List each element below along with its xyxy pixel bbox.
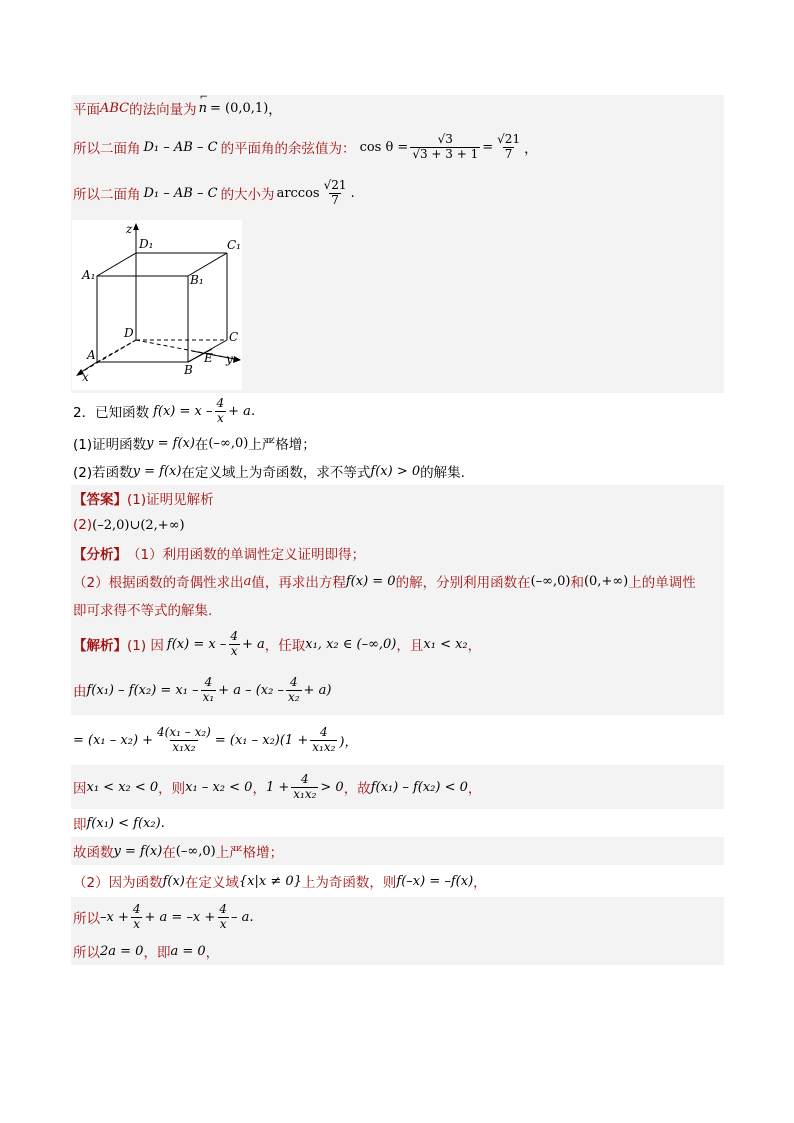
fraction [215, 397, 227, 426]
vector-arrow-icon: ⌐ [199, 91, 209, 103]
equation: a = 0 [170, 943, 206, 959]
numerator: 4 [219, 901, 227, 916]
inequality: x₁ – x₂ < 0 [185, 779, 253, 795]
cos-theta: cos θ = [359, 139, 409, 155]
label-d1: D₁ [139, 237, 154, 251]
solution-line-5 [71, 809, 724, 837]
analysis-line-3 [71, 595, 724, 623]
numerator: 4(x₁ – x₂) [157, 724, 211, 739]
answer-line-1 [71, 485, 724, 511]
expression: 1 + [265, 779, 290, 795]
domain-set: {x|x ≠ 0} [238, 873, 302, 889]
fraction [410, 133, 480, 162]
label-c: C [229, 330, 239, 344]
fraction [201, 676, 217, 705]
label-a: A [87, 348, 96, 362]
expression: = (x₁ – x₂)(1 + [214, 732, 309, 748]
inequality: f(x₁) – f(x₂) < 0 [370, 779, 468, 795]
text: ，任取 [264, 638, 306, 654]
problem-number: 2．已知函数 [73, 405, 150, 421]
numerator: 4 [132, 901, 141, 916]
fraction [495, 133, 522, 162]
analysis-line-2 [71, 567, 724, 595]
text: 即 [73, 817, 87, 833]
solution-line-4 [71, 765, 724, 809]
dihedral-angle: D₁ – AB – C [143, 139, 218, 155]
numerator: 4 [216, 395, 225, 410]
function-def: f(x) = x – [153, 403, 213, 419]
interval: (–∞,0) [208, 435, 249, 451]
label-a1: A₁ [82, 268, 96, 282]
function: y = f(x) [113, 843, 163, 859]
text: 的解，分别利用函数在 [395, 575, 531, 591]
text: 故函数 [73, 845, 114, 861]
arccos: arccos [276, 185, 320, 201]
solution-line-1 [71, 623, 724, 665]
equation: f(x) = 0 [345, 573, 396, 589]
numerator: √21 [323, 177, 347, 192]
denominator: 7 [504, 146, 513, 161]
text: 值，再求出方程 [251, 575, 346, 591]
fraction [310, 726, 337, 755]
text: (1) 因 [127, 638, 164, 654]
answer-2-label: (2) [73, 517, 93, 533]
denominator: x₂ [287, 689, 300, 704]
text: 上严格增； [215, 845, 284, 861]
numerator: √21 [497, 131, 521, 146]
answer-1: (1)证明见解析 [127, 492, 214, 508]
fraction [228, 630, 240, 659]
function: y = f(x) [146, 435, 195, 451]
text: 所以二面角 [73, 141, 141, 157]
solution-tag: 【解析】 [73, 638, 127, 654]
label-b1: B₁ [190, 273, 204, 287]
denominator: x₁ [202, 689, 215, 704]
normal-vector-line [71, 91, 724, 121]
cosine-line [71, 121, 724, 173]
analysis-line-1 [71, 539, 724, 567]
text: ， [205, 945, 220, 961]
fraction [155, 726, 213, 755]
function-tail: + a [241, 636, 265, 652]
figure-area [71, 213, 724, 393]
text: 在定义域上为奇函数，求不等式 [181, 465, 371, 481]
equals: = [482, 139, 494, 155]
variable-a: a [243, 573, 252, 589]
interval: (–∞,0) [175, 843, 216, 859]
text: （2）根据函数的奇偶性求出 [73, 575, 244, 591]
normal-vector [198, 91, 209, 116]
expression: = (x₁ – x₂) + [73, 732, 154, 748]
fraction [286, 676, 302, 705]
solution-line-2 [71, 665, 724, 715]
text: (2)若函数 [73, 465, 133, 481]
denominator: x [133, 916, 141, 931]
numerator: 4 [319, 724, 328, 739]
vector-value: = (0,0,1) [210, 100, 269, 116]
denominator: x₁x₂ [172, 739, 196, 754]
text: . [250, 403, 256, 419]
solution-line-9 [71, 937, 724, 965]
solution-line-3 [71, 715, 724, 765]
take-values: x₁, x₂ ∈ (–∞,0) [305, 636, 397, 652]
denominator: 7 [331, 192, 339, 207]
text: ，且 [396, 638, 424, 654]
fraction [217, 903, 229, 932]
plane-name: ABC [100, 100, 130, 116]
expression: f(x₁) – f(x₂) = x₁ – [86, 682, 199, 698]
text: ， [268, 102, 282, 118]
text: 上严格增； [248, 437, 316, 453]
text: ，即 [143, 945, 171, 961]
text: 的大小为 [220, 187, 275, 203]
text: ， [467, 781, 482, 797]
label-y: y [226, 352, 233, 366]
text: ， [473, 875, 487, 891]
text: ，故 [343, 781, 371, 797]
denominator: x₁x₂ [312, 739, 336, 754]
function-tail: + a [228, 403, 251, 419]
expression: – a [230, 909, 250, 925]
expression: + a = –x + [144, 909, 216, 925]
expression: )， [339, 734, 358, 750]
text: 所以 [73, 945, 100, 961]
answer-line-2 [71, 511, 724, 539]
text: 因 [73, 781, 87, 797]
answer-tag: 【答案】 [73, 492, 127, 508]
label-z: z [126, 222, 133, 236]
document-body [71, 91, 724, 965]
function: f(x) [162, 873, 185, 889]
text: (1)证明函数 [73, 437, 147, 453]
text: 的解集. [420, 465, 465, 481]
text: （1）利用函数的单调性定义证明即得； [127, 547, 366, 563]
cube-figure [72, 220, 242, 390]
interval: (–∞,0) [530, 573, 571, 589]
text: ， [524, 141, 538, 157]
angle-size-line [71, 173, 724, 213]
answer-2-value: (–2,0)∪(2,+∞) [92, 517, 185, 533]
inequality: f(x) > 0 [370, 463, 421, 479]
text: 在 [194, 437, 209, 453]
solution-line-8 [71, 897, 724, 937]
text: ，则 [158, 781, 186, 797]
vector-symbol: n [198, 100, 208, 116]
label-x: x [82, 370, 89, 384]
text: 的平面角的余弦值为： [220, 141, 356, 157]
denominator: x [219, 916, 227, 931]
fraction [131, 903, 143, 932]
text: 在定义域 [184, 875, 239, 891]
expression: + a – (x₂ – [218, 682, 284, 698]
denominator: x₁x₂ [293, 786, 317, 801]
inequality: x₁ < x₂ < 0 [86, 779, 159, 795]
label-c1: C₁ [227, 238, 241, 252]
text: . [350, 185, 355, 201]
inequality: f(x₁) < f(x₂) [86, 815, 161, 831]
text: 即可求得不等式的解集. [73, 603, 213, 619]
fraction [291, 773, 318, 802]
text: 所以二面角 [73, 187, 141, 203]
denominator: x [230, 643, 238, 658]
expression: –x + [100, 909, 129, 925]
text: 上的单调性 [628, 575, 696, 591]
denominator: √3 + 3 + 1 [412, 146, 479, 161]
solution-line-6 [71, 837, 724, 865]
interval: (0,+∞) [583, 573, 629, 589]
text: 在 [162, 845, 176, 861]
fraction [322, 179, 349, 208]
numerator: 4 [230, 628, 238, 643]
dihedral-angle: D₁ – AB – C [143, 185, 218, 201]
analysis-tag: 【分析】 [73, 547, 127, 563]
numerator: √3 [437, 131, 453, 146]
question-1 [71, 429, 724, 457]
text: ， [467, 638, 482, 654]
problem-2-statement [71, 393, 724, 429]
numerator: 4 [301, 771, 309, 786]
question-2 [71, 457, 724, 485]
label-d: D [124, 326, 134, 340]
text: ， [252, 781, 266, 797]
denominator: x [216, 410, 224, 425]
solution-line-7 [71, 865, 724, 897]
text: （2）因为函数 [73, 875, 163, 891]
function: y = f(x) [132, 463, 182, 479]
text: 的法向量为 [129, 102, 197, 118]
text: 平面 [73, 102, 100, 118]
text: 上为奇函数，则 [301, 875, 397, 891]
label-b: B [184, 363, 193, 377]
text: . [160, 815, 165, 831]
numerator: 4 [289, 674, 298, 689]
text: 所以 [73, 911, 100, 927]
expression: > 0 [320, 779, 344, 795]
expression: + a) [303, 682, 332, 698]
text: . [249, 909, 254, 925]
function-def: f(x) = x – [166, 636, 227, 652]
text: 由 [73, 684, 87, 700]
equation: 2a = 0 [100, 943, 144, 959]
ordering: x₁ < x₂ [423, 636, 468, 652]
label-e: E [204, 351, 213, 365]
cube-diagram [72, 220, 242, 390]
text: 和 [570, 575, 584, 591]
odd-condition: f(–x) = –f(x) [396, 873, 474, 889]
numerator: 4 [204, 674, 213, 689]
